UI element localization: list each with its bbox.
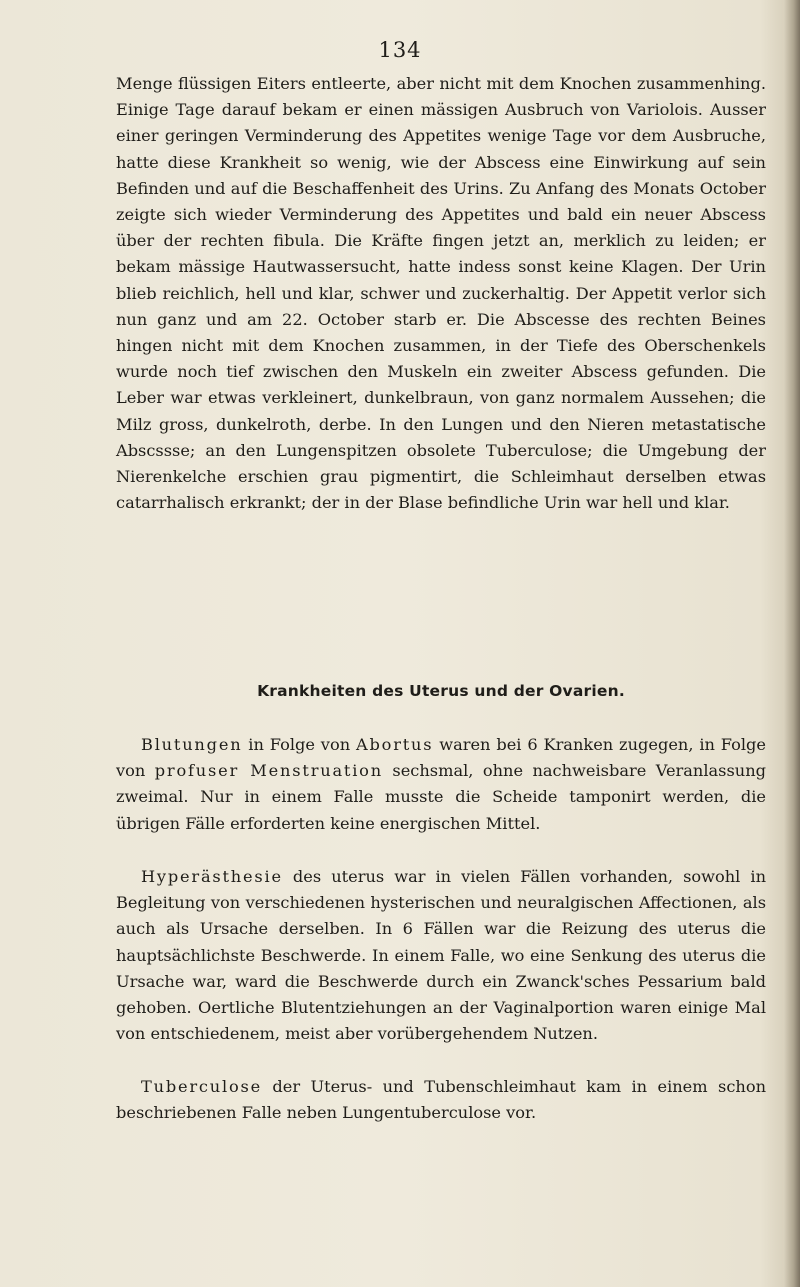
paragraph-1-text: Menge flüssigen Eiters entleerte, aber nicht mit dem Knochen zusammenhing. Einige Tage darauf bekam er einen mässigen Ausbruch von Variolois. Ausser einer geringen Verminderung des Appetites wenige Tage vor dem Ausbruche, hatte diese Krankheit so wenig, wie der Abscess eine Einwirkung auf sein Befinden und auf die Beschaffenheit des Urins. Zu Anfang des Monats October zeigte sich wieder Verminderung des Appetites und bald ein neuer Abscess über der rechten fibula. Die Kräfte fingen jetzt an, merklich zu leiden; er bekam mässige Hautwassersucht, hatte indess sonst keine Klagen. Der Urin blieb reichlich, hell und klar, schwer und zuckerhaltig. Der Appetit verlor sich nun ganz und am 22. October starb er. Die Abscesse des rechten Beines hingen nicht mit dem Knochen zusammen, in der Tiefe des Oberschenkels wurde noch tief zwischen den Muskeln ein zweiter Abscess gefunden. Die Leber war etwas verkleinert, dunkelbraun, von ganz normalem Aussehen; die Milz gross, dunkelroth, derbe. In den Lungen und den Nieren metastatische Abscssse; an den Lungenspitzen obsolete Tuberculose; die Umgebung der Nierenkelche erschien grau pigmentirt, die Schleimhaut derselben etwas catarrhalisch erkrankt; der in der Blase befindliche Urin war hell und klar. — [116, 74, 766, 513]
paragraph-4-text — [116, 1074, 766, 1126]
text-segment: des uterus war in vielen Fällen vorhanden, sowohl in Begleitung von verschiedenen hysterischen und neuralgischen Affectionen, als auch als Ursache derselben. In 6 Fällen war die Reizung des uterus die hauptsächlichste Beschwerde. In einem Falle, wo eine Senkung des uterus die Ursache war, ward die Beschwerde durch ein Zwanck'sches Pessarium bald gehoben. Oertliche Blutentziehungen an der Vaginalportion waren einige Mal von entschiedenem, meist aber vorübergehendem Nutzen. — [116, 867, 766, 1044]
text-segment: waren bei 6 Kranken zugegen, in Folge von — [116, 735, 766, 781]
text-segment: in Folge von — [242, 735, 356, 754]
term-profuser-menstruation: profuser Menstruation — [154, 761, 383, 781]
paragraph-blutungen — [116, 732, 766, 837]
term-tuberculose: Tuberculose — [141, 1077, 263, 1096]
text-segment: sechsmal, ohne nachweisbare Veranlassung zweimal. Nur in einem Falle musste die Scheide tamponirt werden, die übrigen Fälle erforderten keine energischen Mittel. — [116, 761, 766, 833]
term-abortus: Abortus — [356, 735, 434, 754]
term-blutungen: Blutungen — [141, 735, 243, 754]
text-segment: der Uterus- und Tubenschleimhaut kam in einem schon beschriebenen Falle neben Lungentuberculose vor. — [116, 1077, 766, 1123]
paragraph-hyperaesthesie — [116, 864, 766, 1047]
page-number: 134 — [378, 38, 422, 62]
paragraph-3-text — [116, 864, 766, 1047]
paragraph-2-text — [116, 732, 766, 837]
page-edge-shadow — [784, 0, 800, 1287]
term-hyperaesthesie: Hyperästhesie — [141, 867, 283, 886]
section-heading: Krankheiten des Uterus und der Ovarien. — [257, 682, 625, 700]
paragraph-abscess-case — [116, 71, 766, 516]
paragraph-tuberculose — [116, 1074, 766, 1126]
